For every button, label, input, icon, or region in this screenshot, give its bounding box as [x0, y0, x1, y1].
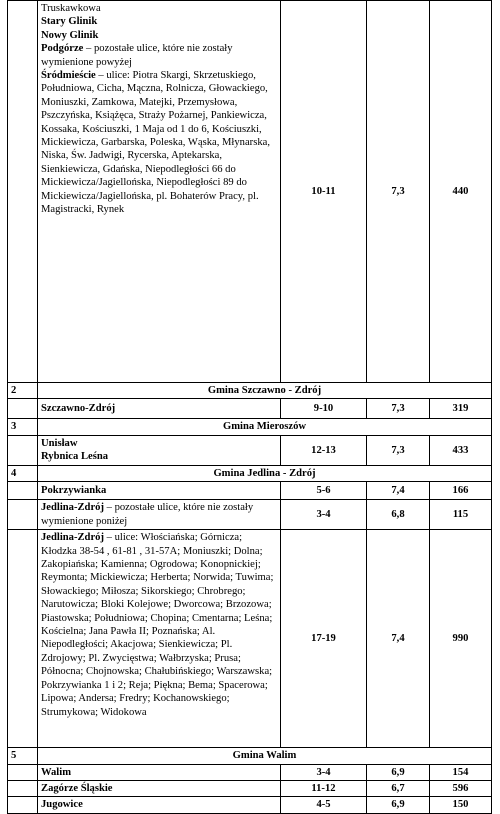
- gmina-name: Gmina Walim: [38, 748, 492, 764]
- locality-cell: [38, 500, 281, 530]
- value-cell-1: 4-5: [281, 797, 367, 813]
- locality-name: Nowy Glinik: [41, 29, 99, 41]
- value-cell-3: 990: [430, 530, 492, 748]
- data-table: [7, 0, 492, 814]
- row-number-cell: [8, 781, 38, 797]
- value-cell-3: 319: [430, 399, 492, 419]
- value-cell-3: 166: [430, 482, 492, 500]
- value-cell-2: 6,8: [367, 500, 430, 530]
- value-cell-1: 5-6: [281, 482, 367, 500]
- gmina-name: Gmina Szczawno - Zdrój: [38, 383, 492, 399]
- value-cell-3: 440: [430, 1, 492, 383]
- value-cell-2: 6,9: [367, 797, 430, 813]
- district-streets: – ulice: Piotra Skargi, Skrzetuskiego, Południowa, Cicha, Mączna, Rolnicza, Głowackiego, Moniuszki, Zamkowa, Matejki, Przemysłowa, Pszczyńska, Książęca, Straży Pożarnej, Pankiewicza, Kossaka, Kościuszki, 1 Maja od 1 do 6, Kościuszki, Mickiewicza, Garbarska, Poleska, Wąska, Młynarska, Niska, Św. Jadwigi, Rycerska, Aptekarska, Sienkiewicza, Gdańska, Niepodległości 66 do Mickiewicza/Jagiellońska, Niepodległości 89 do Mickiewicza/Jagiellońska, pl. Bohaterów Pracy, pl. Magistracki, Rynek: [41, 70, 270, 216]
- locality-name: Stary Glinik: [41, 16, 98, 28]
- locality-name: Rybnica Leśna: [41, 451, 109, 463]
- value-cell-3: 115: [430, 500, 492, 530]
- section-number: 3: [8, 419, 38, 435]
- district-name: Podgórze: [41, 43, 84, 55]
- section-number: 4: [8, 465, 38, 481]
- continued-street: Truskawkowa: [41, 3, 101, 14]
- locality-name: Jugowice: [38, 797, 281, 813]
- value-cell-1: 10-11: [281, 1, 367, 383]
- table-row: [8, 530, 492, 748]
- value-cell-1: 9-10: [281, 399, 367, 419]
- row-number-cell: [8, 500, 38, 530]
- row-number-cell: [8, 797, 38, 813]
- value-cell-3: 596: [430, 781, 492, 797]
- table-row: [8, 797, 492, 813]
- locality-name: Walim: [38, 764, 281, 780]
- row-number-cell: [8, 482, 38, 500]
- row-number-cell: [8, 435, 38, 465]
- table-row: [8, 435, 492, 465]
- value-cell-2: 7,3: [367, 1, 430, 383]
- row-number-cell: [8, 399, 38, 419]
- district-name: Śródmieście: [41, 70, 96, 82]
- value-cell-1: 3-4: [281, 500, 367, 530]
- row-number-cell: [8, 1, 38, 383]
- locality-name: Zagórze Śląskie: [38, 781, 281, 797]
- value-cell-2: 6,9: [367, 764, 430, 780]
- table-row: [8, 482, 492, 500]
- row-number-cell: [8, 764, 38, 780]
- table-row: [8, 399, 492, 419]
- value-cell-3: 150: [430, 797, 492, 813]
- value-cell-1: 11-12: [281, 781, 367, 797]
- locality-name: Pokrzywianka: [38, 482, 281, 500]
- locality-name: Jedlina-Zdrój: [41, 532, 104, 544]
- district-description: [41, 42, 277, 69]
- value-cell-2: 7,4: [367, 482, 430, 500]
- value-cell-3: 154: [430, 764, 492, 780]
- value-cell-1: 17-19: [281, 530, 367, 748]
- locality-cell: [38, 435, 281, 465]
- value-cell-2: 7,3: [367, 435, 430, 465]
- table-row: [8, 781, 492, 797]
- locality-name: Szczawno-Zdrój: [38, 399, 281, 419]
- row-number-cell: [8, 530, 38, 748]
- value-cell-2: 7,3: [367, 399, 430, 419]
- gmina-header-row: [8, 383, 492, 399]
- gmina-name: Gmina Jedlina - Zdrój: [38, 465, 492, 481]
- district-description: [41, 69, 277, 216]
- value-cell-1: 3-4: [281, 764, 367, 780]
- table-row: [8, 500, 492, 530]
- value-cell-3: 433: [430, 435, 492, 465]
- table-row: [8, 764, 492, 780]
- locality-name: Jedlina-Zdrój: [41, 502, 104, 514]
- value-cell-2: 7,4: [367, 530, 430, 748]
- gmina-header-row: [8, 465, 492, 481]
- gmina-name: Gmina Mieroszów: [38, 419, 492, 435]
- locality-streets: – pozostałe ulice, które nie zostały wymienione poniżej: [41, 502, 254, 527]
- locality-cell: [38, 1, 281, 383]
- locality-name: Unisław: [41, 437, 78, 449]
- value-cell-2: 6,7: [367, 781, 430, 797]
- table-row: [8, 1, 492, 383]
- gmina-header-row: [8, 419, 492, 435]
- gmina-header-row: [8, 748, 492, 764]
- section-number: 2: [8, 383, 38, 399]
- value-cell-1: 12-13: [281, 435, 367, 465]
- locality-cell: [38, 530, 281, 748]
- locality-streets: – ulice: Włościańska; Górnicza; Kłodzka 38-54 , 61-81 , 31-57A; Moniuszki; Dolna; Zakopiańska; Kamienna; Ogrodowa; Konopnickiej; Reymonta; Mickiewicza; Herberta; Norwida; Tuwima; Słowackiego; Miłosza; Sikorskiego; Chrobrego; Narutowicza; Bloki Kolejowe; Dworcowa; Brzozowa; Piastowska; Południowa; Chopina; Cmentarna; Leśna; Kościelna; Jana Pawła II; Poznańska; Al. Niepodległości; Akacjowa; Sienkiewicza; Pl. Zdrojowy; Pl. Zwycięstwa; Wałbrzyska; Prusa; Północna; Chojnowska; Chałubińskiego; Warszawska; Pokrzywianka 1 i 2; Reja; Piękna; Bema; Spacerowa; Lipowa; Andersa; Fredry; Kochanowskiego; Strumykowa; Widokowa: [41, 532, 274, 718]
- section-number: 5: [8, 748, 38, 764]
- district-streets: – pozostałe ulice, które nie zostały wymienione powyżej: [41, 43, 233, 68]
